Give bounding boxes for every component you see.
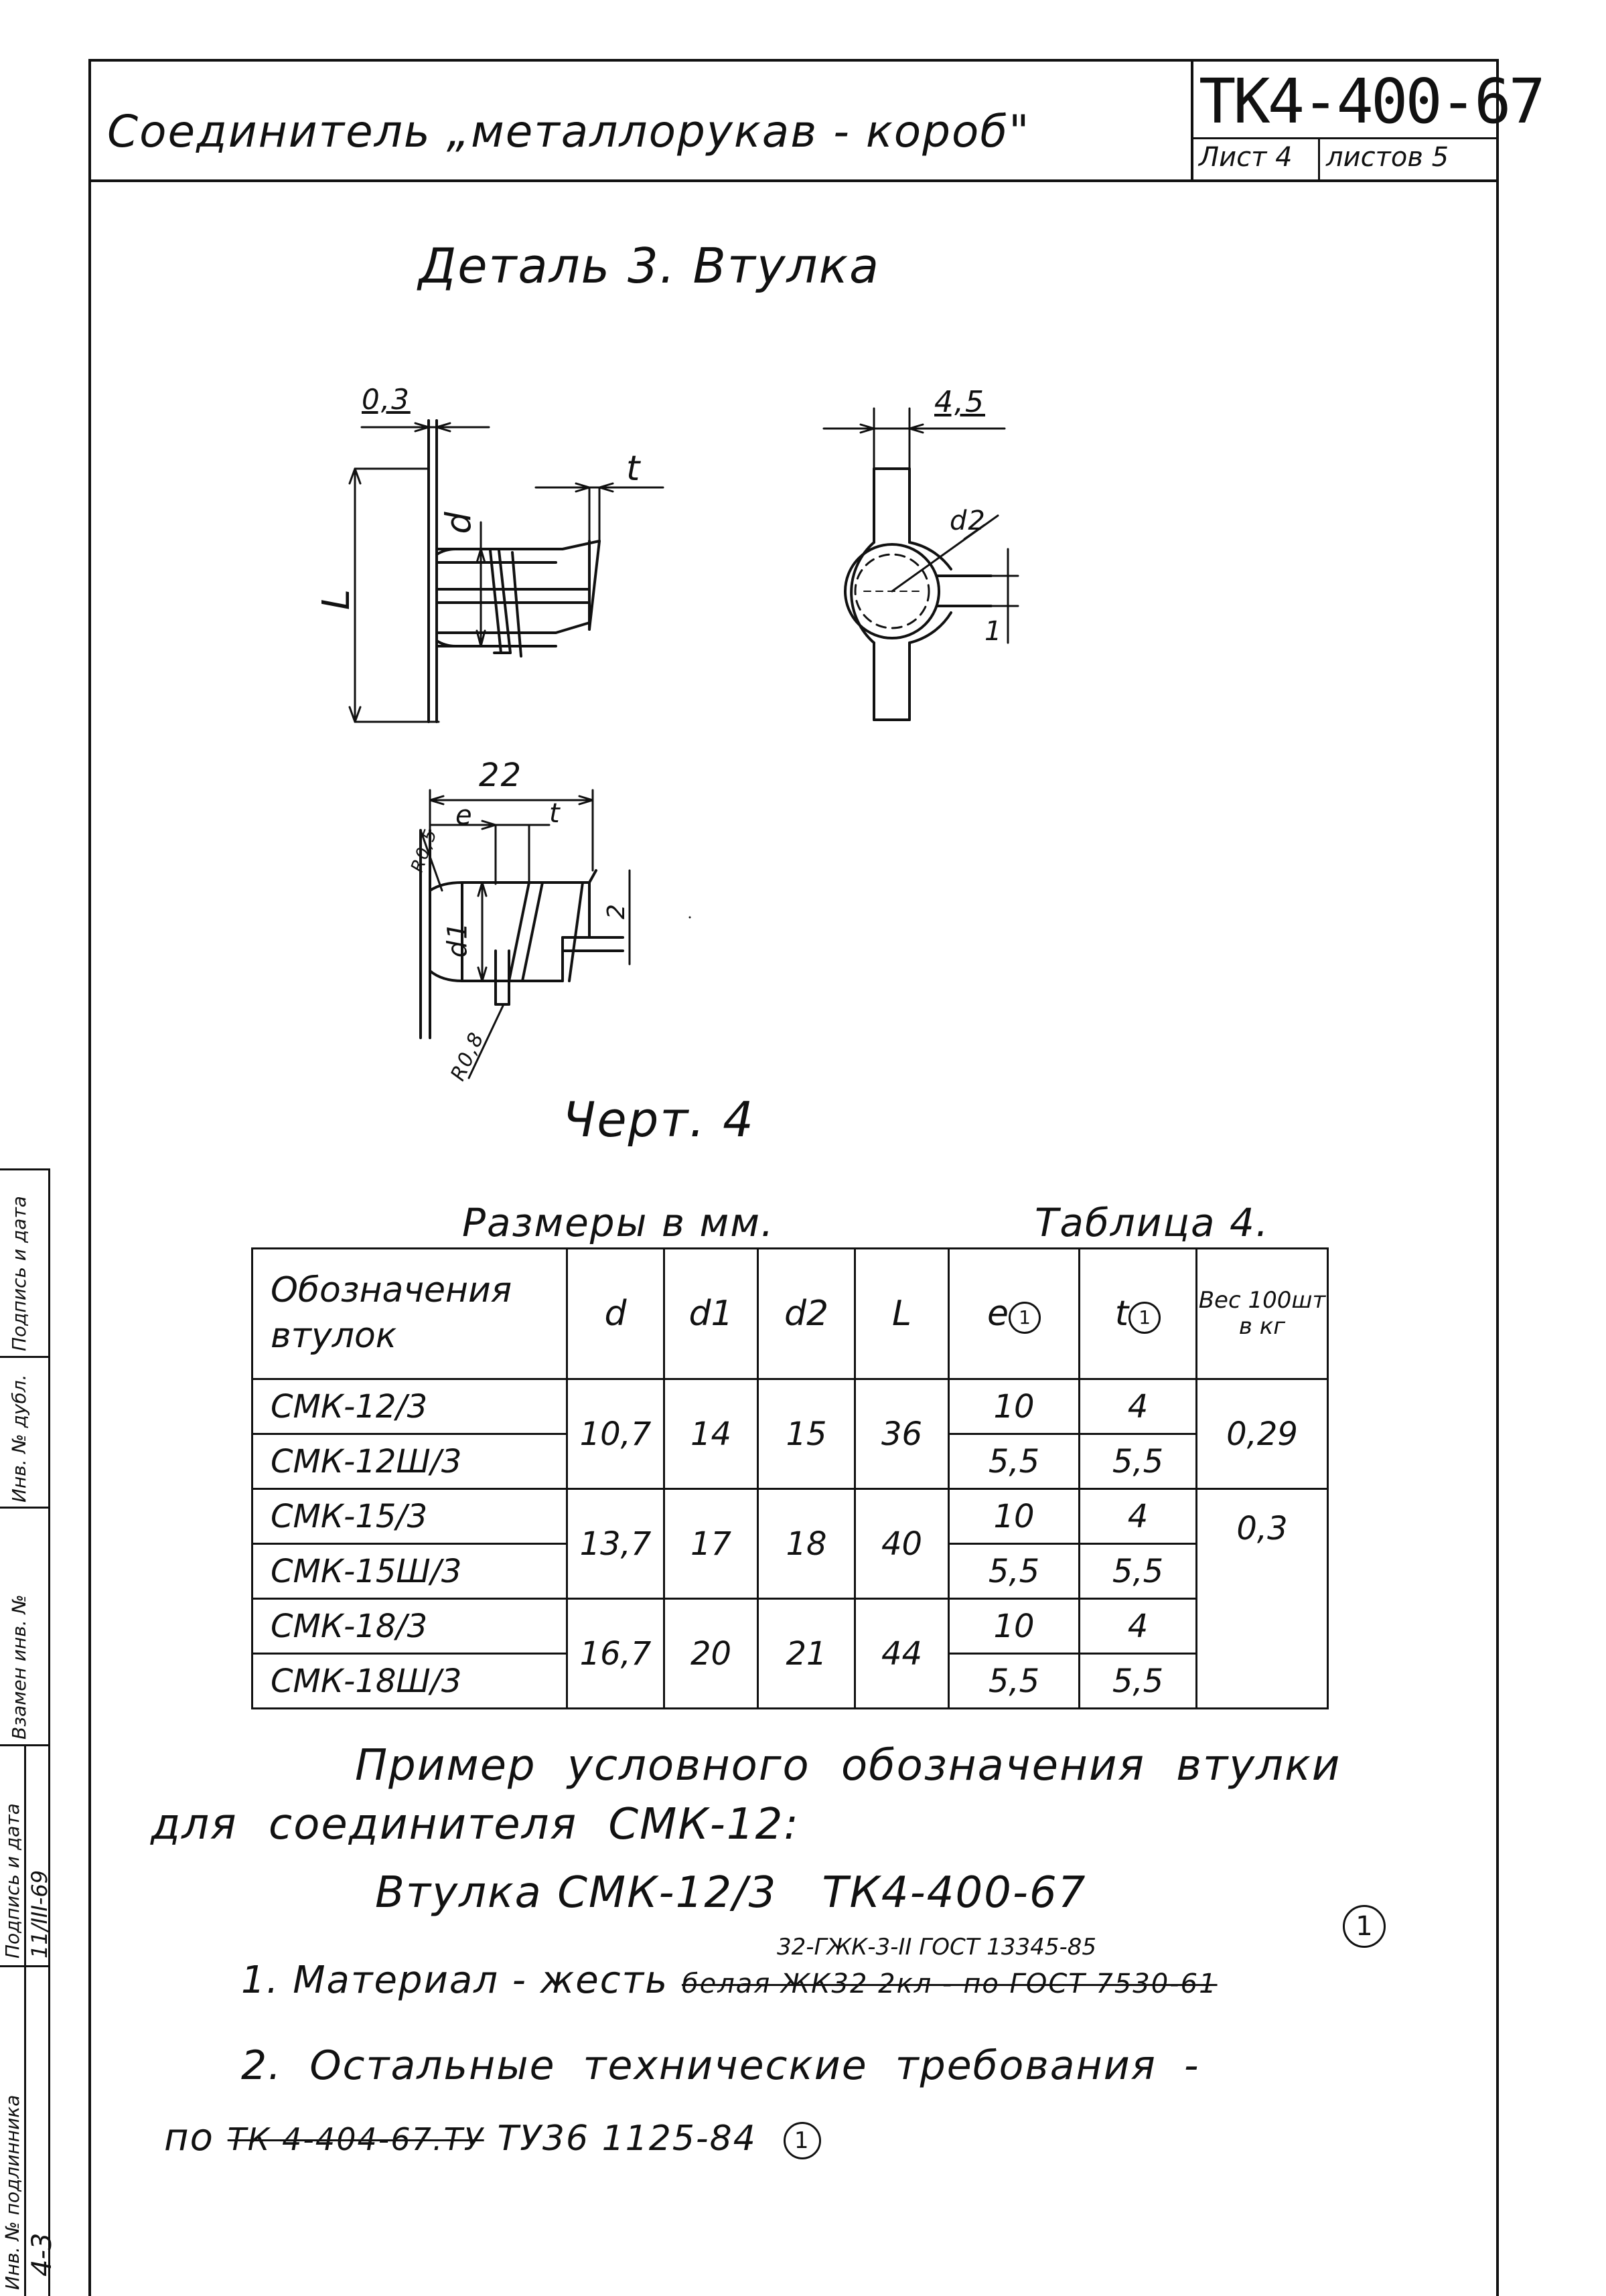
note-requirements: 2. Остальные технические требования - [241, 2042, 1200, 2089]
dim-label-r05: R0,5 [407, 826, 442, 875]
header-L: L [855, 1249, 949, 1379]
header-t-label: t [1114, 1294, 1129, 1334]
cell-e: 5,5 [949, 1654, 1080, 1709]
cell-e: 5,5 [949, 1434, 1080, 1489]
cell-weight: 0,29 [1197, 1379, 1328, 1489]
cell-d1: 17 [664, 1489, 758, 1599]
cell-d: 16,7 [567, 1599, 664, 1709]
header-designation: Обозначения втулок [252, 1249, 567, 1379]
note-material [241, 1959, 1218, 2002]
stamp-signature-date-2: Подпись и дата [8, 1196, 30, 1351]
cell-d: 10,7 [567, 1379, 664, 1489]
dim-label-0-3: 0,3 [362, 383, 411, 416]
sheet-number: Лист 4 [1199, 142, 1293, 173]
cell-e: 10 [949, 1599, 1080, 1654]
cell-d2: 15 [758, 1379, 855, 1489]
cell-L: 44 [855, 1599, 949, 1709]
cell-e: 10 [949, 1379, 1080, 1434]
revision-mark-icon: 1 [1009, 1302, 1041, 1334]
cell-t: 4 [1080, 1489, 1197, 1544]
cell-e: 10 [949, 1489, 1080, 1544]
note-material-prefix: 1. Материал - жесть [241, 1959, 669, 2002]
detail-title: Деталь 3. Втулка [419, 238, 881, 294]
sleeve-dimensions-table [251, 1247, 1329, 1709]
cell-t: 5,5 [1080, 1434, 1197, 1489]
stamp-original-inv-value: 4-3 [27, 2232, 58, 2277]
table-header-row [252, 1249, 1328, 1379]
cell-d2: 21 [758, 1599, 855, 1709]
header-t [1080, 1249, 1197, 1379]
cell-e: 5,5 [949, 1544, 1080, 1599]
header-weight: Вес 100шт в кг [1197, 1249, 1328, 1379]
material-insert: 32-ГЖК-3-II ГОСТ 13345-85 [777, 1934, 1096, 1961]
side-view [350, 420, 690, 917]
row-designation: СМК-15/3 [252, 1489, 567, 1544]
note-material-struck: белая ЖК32 2кл - по ГОСТ 7530-61 [681, 1969, 1218, 1999]
cell-d1: 14 [664, 1379, 758, 1489]
row-designation: СМК-18/3 [252, 1599, 567, 1654]
table-units-label: Размеры в мм. [462, 1200, 775, 1245]
revision-mark-icon: 1 [1128, 1302, 1161, 1334]
header-e-label: e [987, 1294, 1009, 1334]
revision-mark-icon: 1 [1343, 1905, 1386, 1948]
stamp-signature-date-value: 11/III-69 [27, 1869, 52, 1959]
dim-label-r08: R0,8 [446, 1028, 490, 1085]
row-designation: СМК-12Ш/3 [252, 1434, 567, 1489]
dim-label-d: d [439, 510, 480, 534]
document-title: Соединитель „металлорукав - короб" [107, 106, 1031, 157]
document-code: ТК4-400-67 [1199, 66, 1543, 137]
header-d1: d1 [664, 1249, 758, 1379]
revision-mark-icon: 1 [784, 2122, 821, 2159]
dim-label-22: 22 [479, 757, 523, 794]
note-ref-struck: ТК 4-404-67.ТУ [227, 2121, 484, 2157]
table-row [252, 1379, 1328, 1434]
stamp-original-inv: Инв. № подлинника [1, 2094, 23, 2290]
figure-caption: Черт. 4 [563, 1091, 755, 1148]
cell-t: 4 [1080, 1379, 1197, 1434]
dim-label-e: e [455, 800, 473, 831]
dim-label-L: L [315, 587, 359, 611]
dim-label-4-5: 4,5 [934, 385, 985, 419]
dim-label-1: 1 [984, 616, 1003, 647]
stamp-replaced-inv: Взамен инв. № [8, 1594, 30, 1740]
cell-weight: 0,3 [1197, 1489, 1328, 1709]
row-designation: СМК-15Ш/3 [252, 1544, 567, 1599]
dim-label-2: 2 [602, 903, 630, 919]
stamp-duplicate-no: Инв. № дубл. [8, 1374, 30, 1503]
end-view [824, 408, 1018, 720]
stamp-signature-date: Подпись и дата [1, 1803, 23, 1959]
cell-d1: 20 [664, 1599, 758, 1709]
example-heading-cont: для соединителя СМК-12: [151, 1800, 800, 1849]
note-requirements-ref [164, 2116, 821, 2159]
dim-label-t: t [626, 449, 642, 489]
table-row [252, 1489, 1328, 1544]
note-ref-prefix: по [164, 2116, 214, 2159]
dim-label-d2: d2 [950, 506, 987, 536]
cell-d: 13,7 [567, 1489, 664, 1599]
dim-label-t2: t [549, 798, 561, 829]
table-row [252, 1599, 1328, 1654]
cell-L: 40 [855, 1489, 949, 1599]
cell-t: 5,5 [1080, 1654, 1197, 1709]
header-d: d [567, 1249, 664, 1379]
table-number-label: Таблица 4. [1035, 1200, 1270, 1245]
row-designation: СМК-12/3 [252, 1379, 567, 1434]
cell-L: 36 [855, 1379, 949, 1489]
sheet-count: листов 5 [1326, 142, 1449, 173]
cell-d2: 18 [758, 1489, 855, 1599]
header-e [949, 1249, 1080, 1379]
note-ref-new: ТУ36 1125-84 [497, 2119, 757, 2159]
example-designation: Втулка СМК-12/3 ТК4-400-67 [375, 1868, 1087, 1918]
example-heading: Пример условного обозначения втулки [355, 1741, 1341, 1790]
row-designation: СМК-18Ш/3 [252, 1654, 567, 1709]
cell-t: 4 [1080, 1599, 1197, 1654]
cell-t: 5,5 [1080, 1544, 1197, 1599]
dim-label-d1: d1 [442, 921, 473, 958]
header-d2: d2 [758, 1249, 855, 1379]
